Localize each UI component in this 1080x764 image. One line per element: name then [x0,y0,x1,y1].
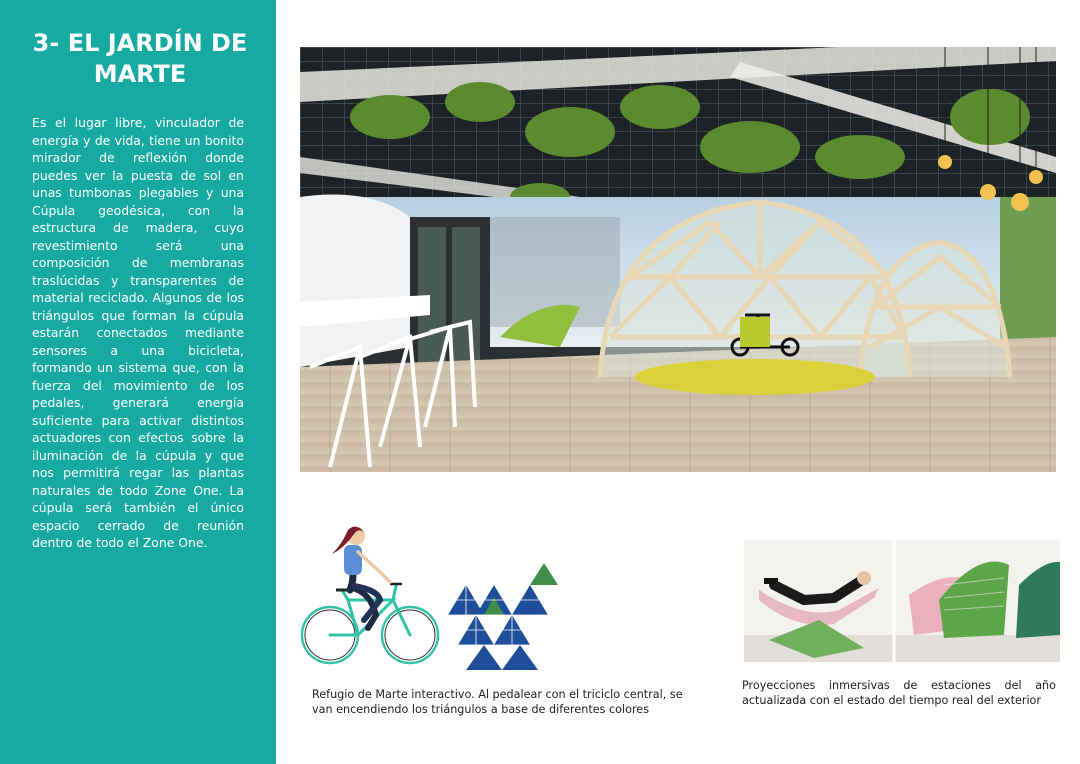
caption-right: Proyecciones inmersivas de estaciones del año actualizada con el estado del tiempo real del exterior [742,679,1056,707]
cyclist-illustration [298,520,560,670]
sidebar-panel [0,0,276,764]
page-title: 3- EL JARDÍN DE MARTE [32,29,248,88]
description-text: Es el lugar libre, vinculador de energía y de vida, tiene un bonito mirador de reflexión donde puedes ver la puesta de sol en unas tumbonas plegables y una Cúpula geodésica, con la estructura de madera, cuyo revestimiento será una composición de membranas traslúcidas y transparentes de material reciclado. Algunos de los triángulos que forman la cúpula estarán conectados mediante sensores a una bicicleta, formando un sistema que, con la fuerza del movimiento de los pedales, generará energía suficiente para activar distintos actuadores con efectos sobre la iluminación de la cúpula y que nos permitirá regar las plantas naturales de todo Zone One. La cúpula será también el único espacio cerrado de reunión dentro de todo el Zone One. [32,115,244,550]
lounger-photo [744,540,1060,662]
hero-render-image [300,47,1056,472]
caption-left: Refugio de Marte interactivo. Al pedalear con el triciclo central, se van encendiendo los triángulos a base de diferentes colores [312,688,683,716]
